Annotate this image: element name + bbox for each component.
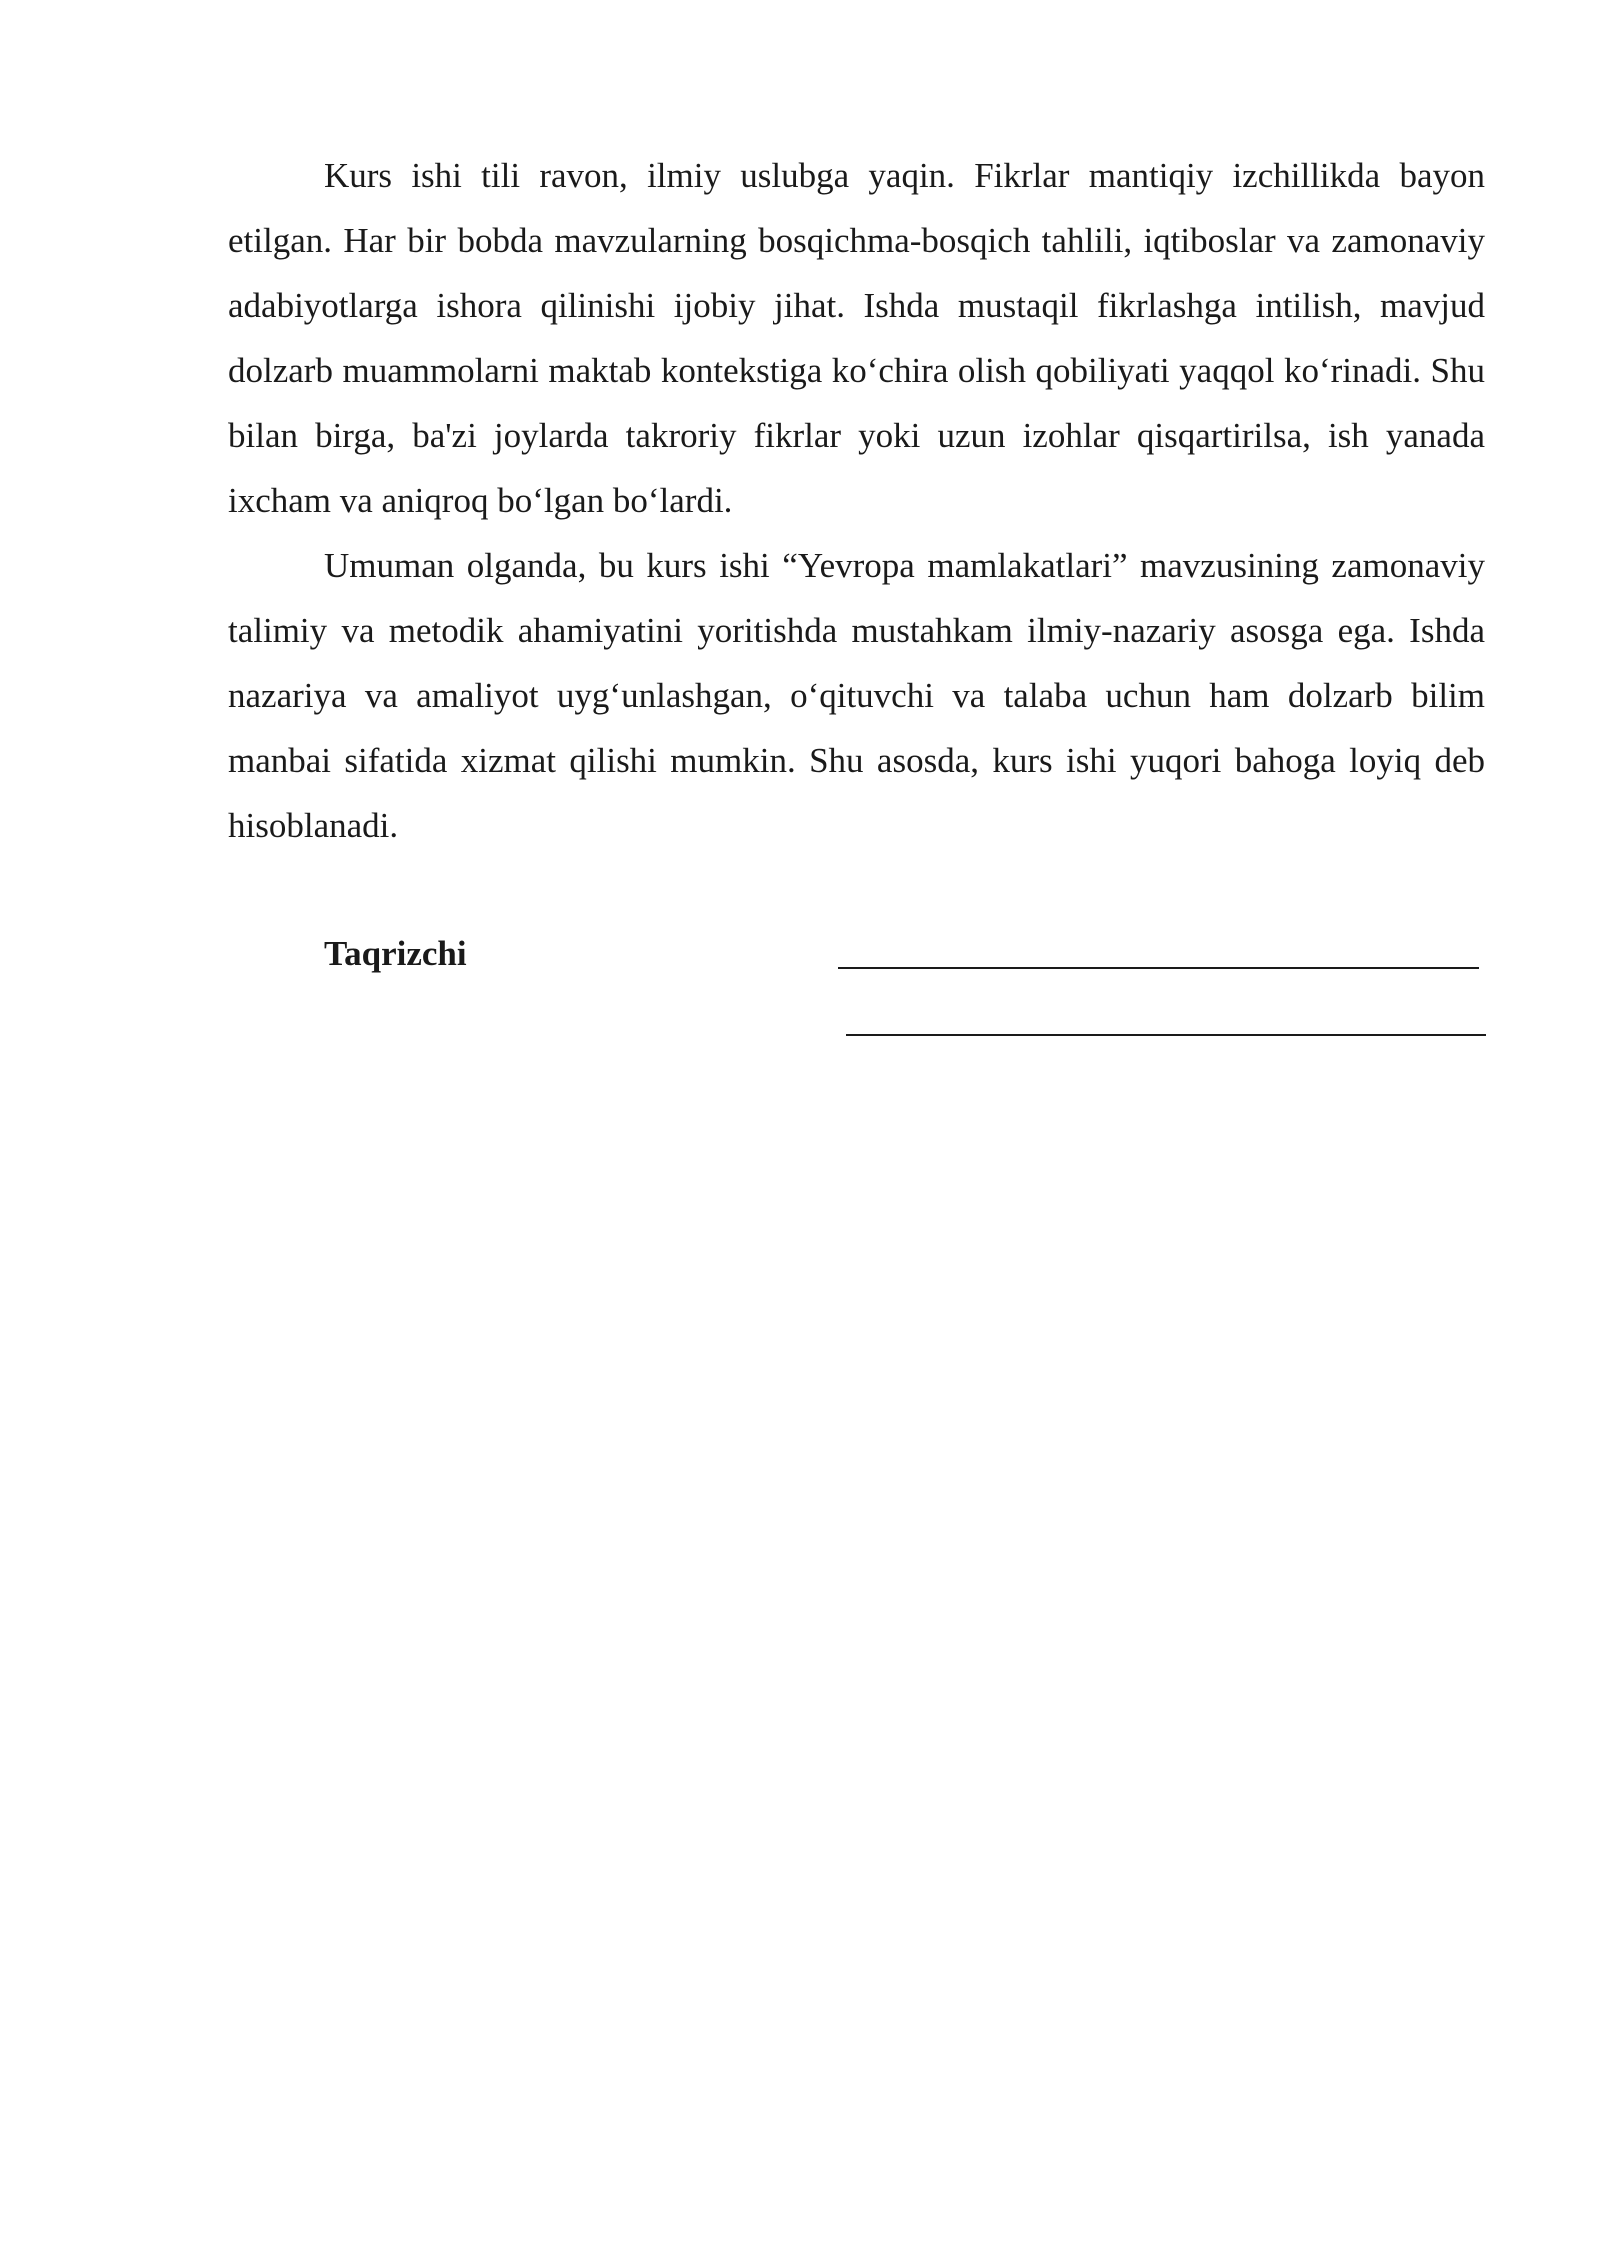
signature-line bbox=[838, 967, 1479, 969]
paragraph-1: Kurs ishi tili ravon, ilmiy uslubga yaqin. Fikrlar mantiqiy izchillikda bayon etilgan. Har bir bobda mavzularning bosqichma-bosqich tahlili, iqtiboslar va zamonaviy adabiyotlarga ishora qilinishi ijobiy jihat. Ishda mustaqil fikrlashga intilish, mavjud dolzarb muammolarni maktab kontekstiga ko‘chira olish qobiliyati yaqqol ko‘rinadi. Shu bilan birga, ba'zi joylarda takroriy fikrlar yoki uzun izohlar qisqartirilsa, ish yanada ixcham va aniqroq bo‘lgan bo‘lardi. bbox=[228, 156, 1485, 520]
review-body-text bbox=[228, 143, 1485, 858]
name-line bbox=[846, 1034, 1486, 1036]
reviewer-label: Taqrizchi bbox=[324, 934, 467, 973]
paragraph-2: Umuman olganda, bu kurs ishi “Yevropa mamlakatlari” mavzusining zamonaviy talimiy va metodik ahamiyatini yoritishda mustahkam ilmiy-nazariy asosga ega. Ishda nazariya va amaliyot uyg‘unlashgan, o‘qituvchi va talaba uchun ham dolzarb bilim manbai sifatida xizmat qilishi mumkin. Shu asosda, kurs ishi yuqori bahoga loyiq deb hisoblanadi. bbox=[228, 546, 1485, 845]
